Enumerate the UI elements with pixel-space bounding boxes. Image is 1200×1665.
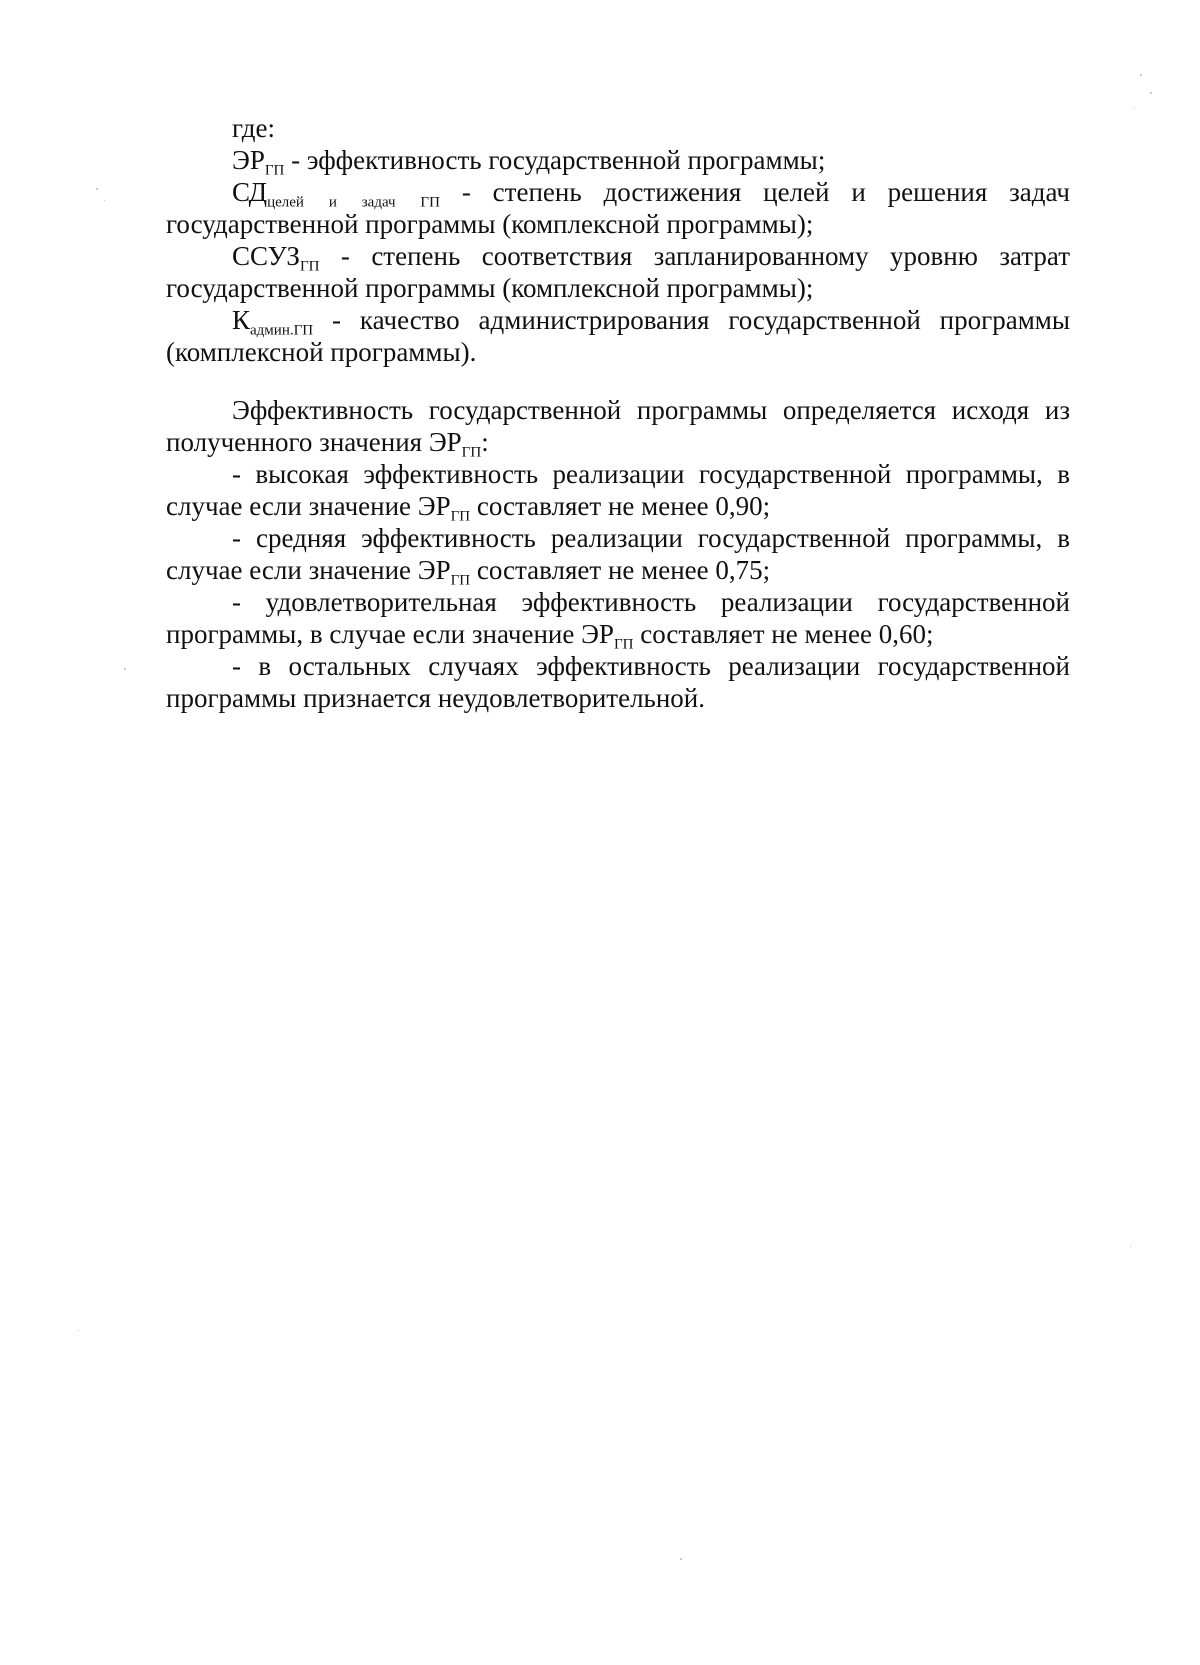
definition-subscript: админ.ГП bbox=[250, 322, 314, 339]
definition-subscript: ГП bbox=[264, 162, 285, 179]
definition-symbol: ЭР bbox=[232, 145, 265, 175]
scan-speck bbox=[1140, 74, 1142, 76]
intro-line bbox=[166, 112, 1070, 144]
definition-text: - эффективность государственной программы; bbox=[284, 145, 826, 175]
criterion-subscript: ГП bbox=[450, 508, 471, 525]
scan-speck bbox=[78, 1330, 79, 1331]
criterion-suffix: составляет не менее 0,75; bbox=[470, 555, 771, 585]
definition-text: - качество администрирования государственной программы (комплексной программы). bbox=[166, 305, 1070, 367]
criterion-text: - средняя эффективность реализации государственной программы, в случае если значение ЭР bbox=[166, 523, 1070, 585]
definition-sd bbox=[166, 176, 1070, 240]
summary-paragraph bbox=[166, 394, 1070, 461]
criterion-high bbox=[166, 458, 1070, 525]
definition-er bbox=[166, 144, 1070, 179]
definition-text: - степень достижения целей и решения задач государственной программы (комплексной программы); bbox=[166, 177, 1071, 239]
definition-ssuz bbox=[166, 240, 1070, 304]
scan-speck bbox=[1130, 1246, 1131, 1247]
definition-symbol: ССУЗ bbox=[232, 241, 300, 271]
scan-speck bbox=[1150, 92, 1152, 94]
definition-kadmin bbox=[166, 304, 1070, 368]
summary-suffix: : bbox=[481, 427, 489, 457]
criterion-suffix: составляет не менее 0,90; bbox=[470, 491, 771, 521]
criterion-medium bbox=[166, 522, 1070, 589]
scan-speck bbox=[1134, 108, 1135, 109]
scan-speck bbox=[96, 188, 98, 190]
criterion-text: - высокая эффективность реализации государственной программы, в случае если значение ЭР bbox=[166, 459, 1070, 521]
criterion-subscript: ГП bbox=[450, 572, 471, 589]
criterion-suffix: составляет не менее 0,60; bbox=[633, 619, 934, 649]
criterion-subscript: ГП bbox=[613, 636, 634, 653]
criterion-satisfactory bbox=[166, 586, 1070, 653]
definition-symbol: К bbox=[232, 305, 251, 335]
summary-text: Эффективность государственной программы определяется исходя из полученного значения ЭР bbox=[166, 395, 1070, 457]
scan-speck bbox=[104, 200, 105, 201]
scan-speck bbox=[680, 1558, 682, 1560]
definition-subscript: ГП bbox=[299, 258, 320, 275]
closing-paragraph bbox=[166, 650, 1070, 714]
document-body bbox=[166, 112, 1070, 714]
scan-speck bbox=[124, 668, 126, 670]
criterion-text: - удовлетворительная эффективность реализации государственной программы, в случае если значение ЭР bbox=[166, 587, 1070, 649]
summary-subscript: ГП bbox=[461, 444, 482, 461]
definition-symbol: СД bbox=[232, 177, 268, 207]
closing-text: - в остальных случаях эффективность реализации государственной программы признается неудовлетворительной. bbox=[166, 651, 1070, 713]
definition-text: - степень соответствия запланированному уровню затрат государственной программы (комплексной программы); bbox=[166, 241, 1070, 303]
definition-subscript: целей и задач ГП bbox=[267, 194, 440, 211]
intro-text: где: bbox=[232, 113, 275, 143]
